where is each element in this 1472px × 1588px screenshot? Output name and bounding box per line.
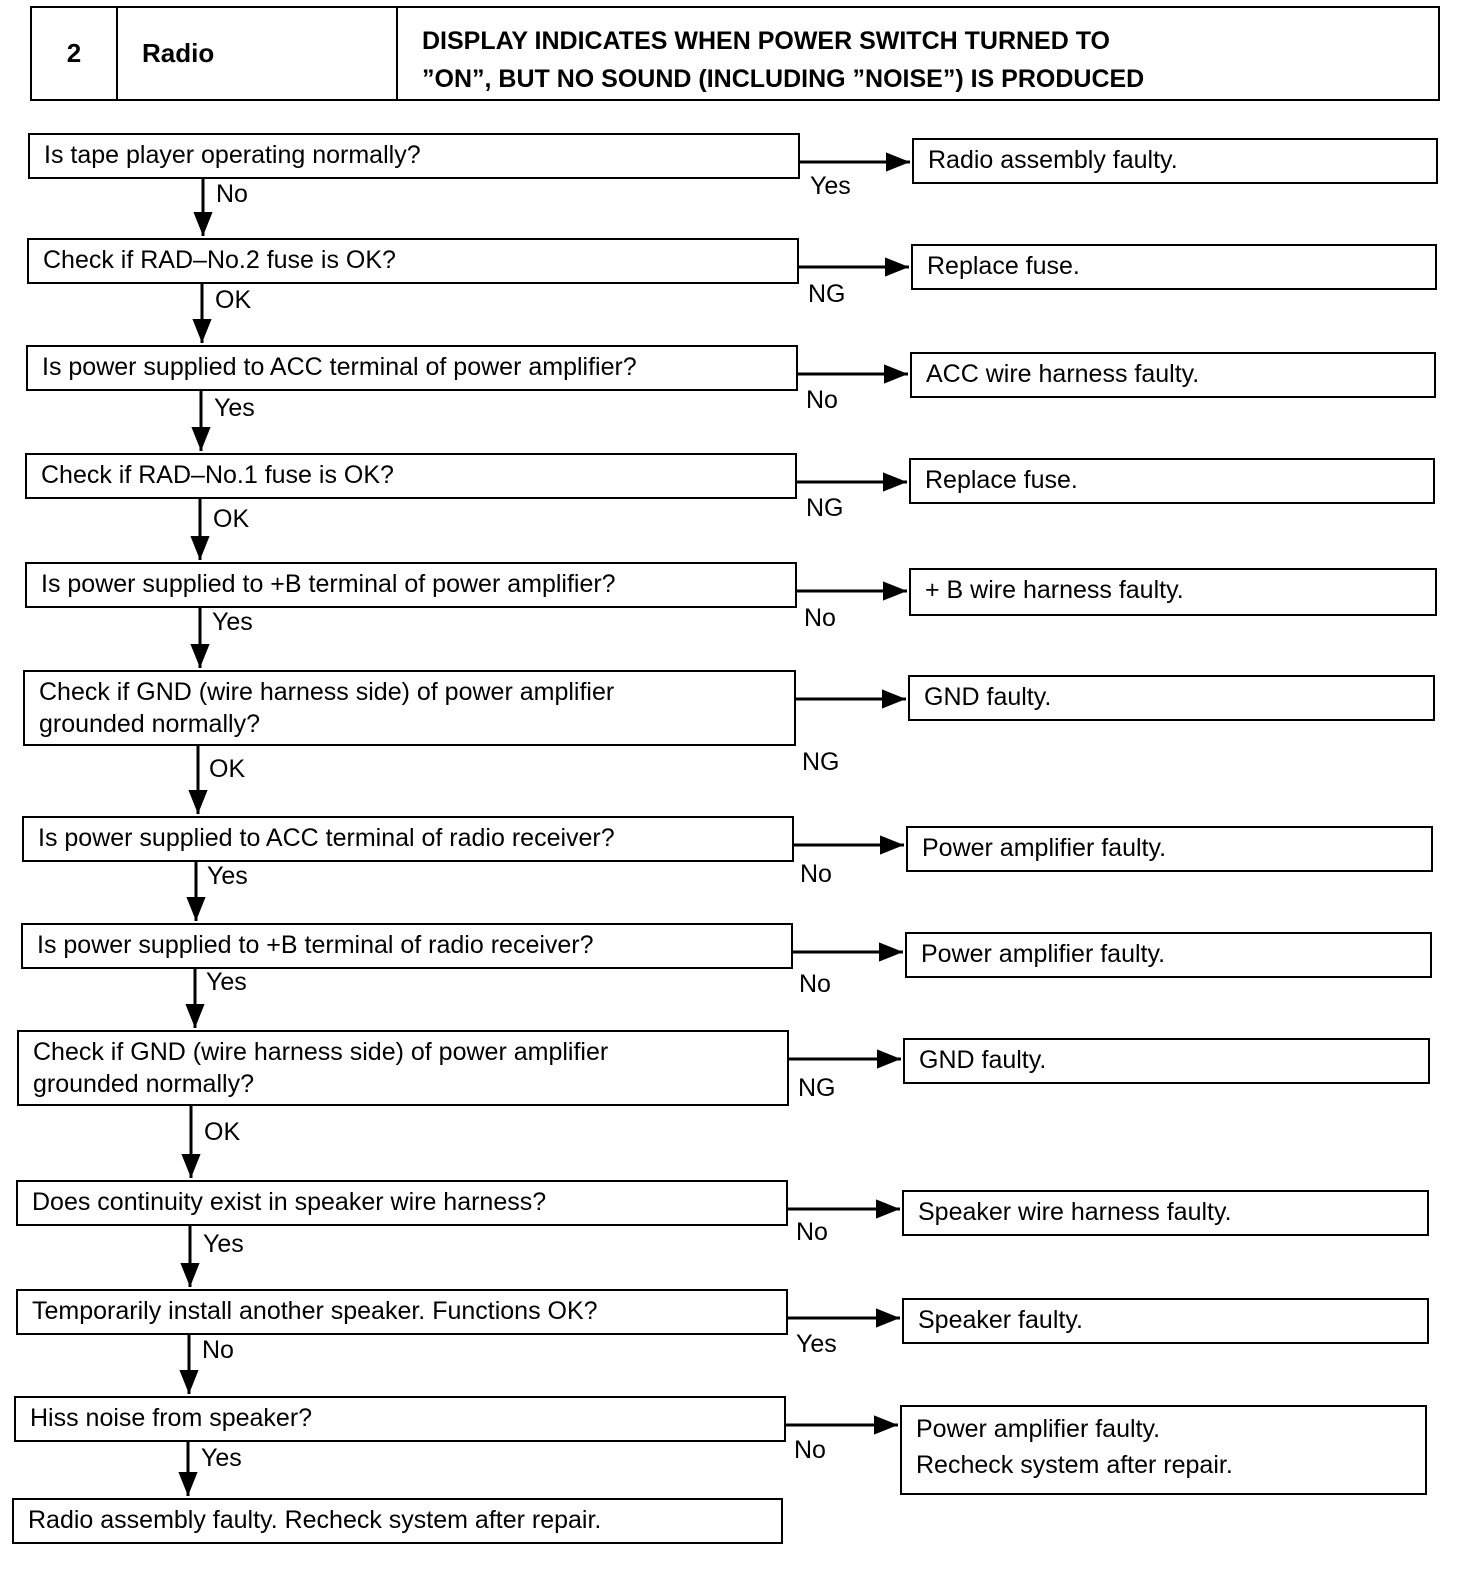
question-box-5: Is power supplied to +B terminal of power amplifier?: [25, 562, 797, 608]
question-box-7: Is power supplied to ACC terminal of radio receiver?: [22, 816, 794, 862]
result-box-1: Radio assembly faulty.: [912, 138, 1438, 184]
down-label-2: OK: [215, 286, 252, 314]
right-label-7: No: [800, 860, 832, 888]
result-box-5: + B wire harness faulty.: [909, 568, 1437, 616]
section-number: 2: [32, 8, 118, 99]
question-box-4: Check if RAD–No.1 fuse is OK?: [25, 453, 797, 499]
result-box-6: GND faulty.: [908, 675, 1435, 721]
right-label-5: No: [804, 604, 836, 632]
question-box-8: Is power supplied to +B terminal of radio receiver?: [21, 923, 793, 969]
result-box-8: Power amplifier faulty.: [905, 932, 1432, 978]
down-label-10: Yes: [203, 1230, 244, 1258]
down-label-6: OK: [209, 755, 246, 783]
result-box-12: Power amplifier faulty. Recheck system after repair.: [900, 1405, 1427, 1495]
symptom-line-1: DISPLAY INDICATES WHEN POWER SWITCH TURNED TO: [422, 27, 1111, 55]
result-box-10: Speaker wire harness faulty.: [902, 1190, 1429, 1236]
question-box-6: Check if GND (wire harness side) of power amplifier grounded normally?: [23, 670, 796, 746]
right-label-9: NG: [798, 1074, 836, 1102]
symptom-line-2: ”ON”, BUT NO SOUND (INCLUDING ”NOISE”) IS PRODUCED: [422, 65, 1145, 93]
final-result-box: Radio assembly faulty. Recheck system after repair.: [12, 1498, 783, 1544]
result-box-3: ACC wire harness faulty.: [910, 352, 1436, 398]
down-label-3: Yes: [214, 394, 255, 422]
down-label-11: No: [202, 1336, 234, 1364]
right-label-11: Yes: [796, 1330, 837, 1358]
section-title: Radio: [118, 8, 398, 99]
right-label-1: Yes: [810, 172, 851, 200]
result-box-7: Power amplifier faulty.: [906, 826, 1433, 872]
right-label-10: No: [796, 1218, 828, 1246]
down-label-5: Yes: [212, 608, 253, 636]
result-box-2: Replace fuse.: [911, 244, 1437, 290]
question-box-11: Temporarily install another speaker. Functions OK?: [16, 1289, 788, 1335]
right-label-12: No: [794, 1436, 826, 1464]
question-box-10: Does continuity exist in speaker wire harness?: [16, 1180, 788, 1226]
right-label-3: No: [806, 386, 838, 414]
down-label-4: OK: [213, 505, 250, 533]
down-label-12: Yes: [201, 1444, 242, 1472]
right-label-2: NG: [808, 280, 846, 308]
result-box-11: Speaker faulty.: [902, 1298, 1429, 1344]
result-box-9: GND faulty.: [903, 1038, 1430, 1084]
result-box-4: Replace fuse.: [909, 458, 1435, 504]
right-label-8: No: [799, 970, 831, 998]
right-label-4: NG: [806, 494, 844, 522]
right-label-6: NG: [802, 748, 840, 776]
question-box-12: Hiss noise from speaker?: [14, 1396, 786, 1442]
down-label-9: OK: [204, 1118, 241, 1146]
question-box-2: Check if RAD–No.2 fuse is OK?: [27, 238, 799, 284]
down-label-1: No: [216, 180, 248, 208]
question-box-1: Is tape player operating normally?: [28, 133, 800, 179]
down-label-8: Yes: [206, 968, 247, 996]
question-box-9: Check if GND (wire harness side) of power amplifier grounded normally?: [17, 1030, 789, 1106]
down-label-7: Yes: [207, 862, 248, 890]
question-box-3: Is power supplied to ACC terminal of power amplifier?: [26, 345, 798, 391]
